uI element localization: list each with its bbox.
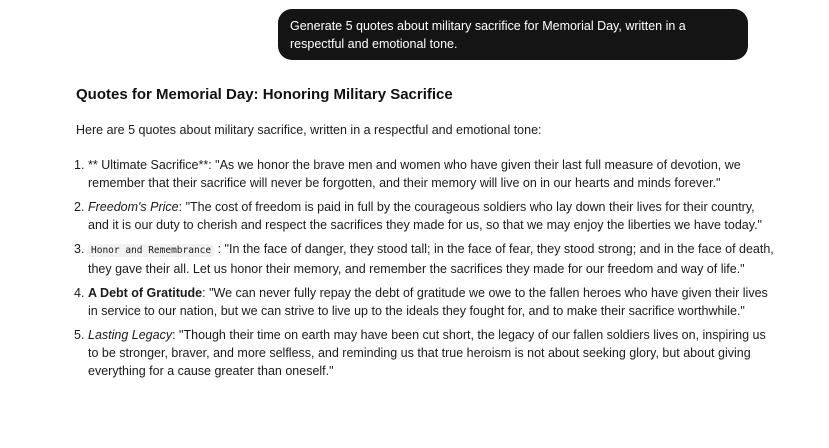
quote-label: Lasting Legacy [88, 328, 173, 342]
quote-item [74, 326, 776, 380]
quote-number: 1. [74, 158, 85, 172]
quote-item [74, 240, 776, 278]
quote-separator: : [178, 200, 186, 214]
quote-label: Honor and Remembrance [88, 244, 214, 257]
quote-item [74, 156, 776, 192]
user-message-bubble [278, 9, 748, 60]
quote-item [74, 284, 776, 320]
quote-label: A Debt of Gratitude [88, 286, 203, 300]
quote-text: "In the face of danger, they stood tall; in the face of fear, they stood strong; and in the face of death, they gave their all. Let us honor their memory, and remember the sacrifices they made for our freedom and way of life." [88, 242, 774, 276]
quote-number: 5. [74, 328, 85, 342]
quote-label: ** Ultimate Sacrifice** [88, 158, 209, 172]
user-message-text: Generate 5 quotes about military sacrifice for Memorial Day, written in a respectful and emotional tone. [290, 19, 686, 51]
quote-label: Freedom's Price [88, 200, 179, 214]
quote-separator: : [202, 286, 210, 300]
quote-number: 4. [74, 286, 85, 300]
quote-item [74, 198, 776, 234]
assistant-message [76, 84, 776, 386]
quote-list [76, 156, 776, 380]
response-title: Quotes for Memorial Day: Honoring Military Sacrifice [76, 86, 453, 103]
quote-separator: : [208, 158, 216, 172]
quote-number: 3. [74, 242, 85, 256]
quote-text: "As we honor the brave men and women who have given their last full measure of devotion, we remember that their sacrifice will never be forgotten, and their memory will live on in our hearts and minds forever." [88, 158, 741, 190]
response-intro: Here are 5 quotes about military sacrifice, written in a respectful and emotional tone: [76, 123, 542, 137]
quote-text: "We can never fully repay the debt of gratitude we owe to the fallen heroes who have given their lives in service to our nation, but we can strive to live up to the ideals they fought for, and to make their sacrifice worthwhile." [88, 286, 768, 318]
quote-text: "The cost of freedom is paid in full by the courageous soldiers who lay down their lives for their country, and it is our duty to cherish and respect the sacrifices they made for us, so that we may enjoy the liberties we have today." [88, 200, 762, 232]
quote-text: "Though their time on earth may have been cut short, the legacy of our fallen soldiers lives on, inspiring us to be stronger, braver, and more selfless, and reminding us that true heroism is not about seeking glory, but about giving everything for a cause greater than oneself." [88, 328, 766, 378]
quote-separator: : [172, 328, 180, 342]
quote-number: 2. [74, 200, 85, 214]
quote-separator: : [214, 242, 225, 256]
